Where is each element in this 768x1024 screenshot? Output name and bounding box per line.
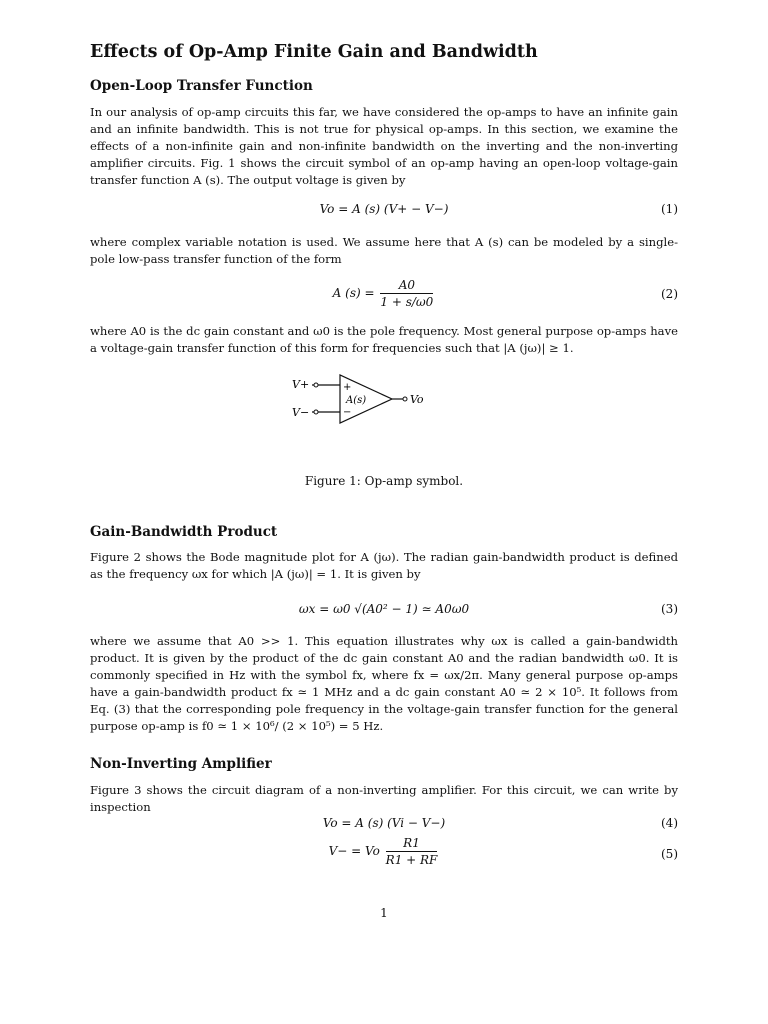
equation-5-denominator: R1 + RF bbox=[385, 853, 438, 867]
section-gbw bbox=[90, 523, 678, 541]
equation-2-lhs: A (s) = bbox=[332, 286, 375, 300]
output-terminal bbox=[403, 397, 407, 401]
para-noninv-1 bbox=[90, 782, 678, 816]
equation-1-number: (1) bbox=[661, 202, 678, 216]
equation-1-body: Vo = A (s) (V+ − V−) bbox=[319, 202, 449, 216]
equation-2-body bbox=[90, 278, 678, 309]
label-vo: Vo bbox=[410, 393, 424, 406]
document-title: Effects of Op-Amp Finite Gain and Bandwidth bbox=[90, 42, 538, 62]
equation-5-number: (5) bbox=[661, 847, 678, 861]
equation-3-body: ωx = ω0 √(A0² − 1) ≃ A0ω0 bbox=[298, 602, 470, 616]
paragraph-text: where complex variable notation is used. We assume here that A (s) can be modeled by a single-pole low-pass transfer function of the form bbox=[90, 235, 678, 266]
label-vplus: V+ bbox=[292, 378, 310, 391]
equation-5-numerator: R1 bbox=[386, 836, 438, 852]
equation-5-fraction bbox=[386, 836, 438, 867]
label-vminus: V− bbox=[292, 406, 310, 419]
para-open-loop-2 bbox=[90, 234, 678, 268]
equation-2-number: (2) bbox=[661, 287, 678, 301]
page-number: 1 bbox=[380, 906, 388, 920]
paragraph-text: where we assume that A0 >> 1. This equation illustrates why ωx is called a gain-bandwidth product. It is given by the product of the dc gain constant A0 and the radian bandwidth ω0. It is commonly specified in Hz with the symbol fx, where fx = ωx/2π. Many general purpose op-amps have a gain-bandwidth product fx ≃ 1 MHz and a dc gain constant A0 ≃ 2 × 10⁵. It follows from Eq. (3) that the corresponding pole frequency in the voltage-gain transfer function for the general purpose op-amp is f0 ≃ 1 × 10⁶/ (2 × 10⁵) = 5 Hz. bbox=[90, 634, 678, 733]
equation-3-number: (3) bbox=[661, 602, 678, 616]
section-heading-noninv: Non-Inverting Amplifier bbox=[90, 756, 272, 772]
doc-title-block bbox=[90, 42, 678, 62]
equation-2-numerator: A0 bbox=[380, 278, 433, 294]
para-open-loop-1 bbox=[90, 104, 678, 189]
equation-4-number: (4) bbox=[661, 816, 678, 830]
input-minus-terminal bbox=[314, 410, 318, 414]
section-noninv bbox=[90, 755, 678, 773]
opamp-symbol-figure bbox=[290, 370, 440, 430]
para-gbw-2 bbox=[90, 633, 678, 735]
paragraph-text: Figure 2 shows the Bode magnitude plot for A (jω). The radian gain-bandwidth product is defined as the frequency ωx for which |A (jω)| = 1. It is given by bbox=[90, 550, 678, 581]
input-plus-terminal bbox=[314, 383, 318, 387]
paragraph-text: where A0 is the dc gain constant and ω0 is the pole frequency. Most general purpose op-amps have a voltage-gain transfer function of this form for frequencies such that |A (jω)| ≥ 1. bbox=[90, 324, 678, 355]
figure-1-caption: Figure 1: Op-amp symbol. bbox=[304, 474, 464, 488]
section-heading-open-loop: Open-Loop Transfer Function bbox=[90, 78, 313, 94]
section-open-loop bbox=[90, 77, 678, 95]
equation-2 bbox=[90, 276, 678, 316]
equation-2-fraction bbox=[380, 278, 433, 309]
section-heading-gbw: Gain-Bandwidth Product bbox=[90, 524, 278, 540]
equation-5-body bbox=[90, 836, 678, 867]
paragraph-text: Figure 3 shows the circuit diagram of a non-inverting amplifier. For this circuit, we can write by inspection bbox=[90, 783, 678, 814]
label-minus: − bbox=[343, 407, 352, 418]
equation-1 bbox=[90, 199, 678, 223]
label-gain: A(s) bbox=[346, 395, 367, 406]
equation-3 bbox=[90, 599, 678, 623]
equation-5 bbox=[90, 836, 678, 876]
equation-2-denominator: 1 + s/ω0 bbox=[380, 295, 434, 309]
label-plus: + bbox=[343, 382, 352, 393]
para-open-loop-3 bbox=[90, 323, 678, 357]
paragraph-text: In our analysis of op-amp circuits this far, we have considered the op-amps to have an infinite gain and an infinite bandwidth. This is not true for physical op-amps. In this section, we examine the effects of a non-infinite gain and non-infinite bandwidth on the inverting and the non-inverting amplifier circuits. Fig. 1 shows the circuit symbol of an op-amp having an open-loop voltage-gain transfer function A (s). The output voltage is given by bbox=[90, 105, 678, 187]
equation-4-body: Vo = A (s) (Vi − V−) bbox=[322, 816, 446, 830]
para-gbw-1 bbox=[90, 549, 678, 583]
equation-5-lhs: V− = Vo bbox=[328, 844, 380, 858]
equation-4 bbox=[90, 813, 678, 837]
